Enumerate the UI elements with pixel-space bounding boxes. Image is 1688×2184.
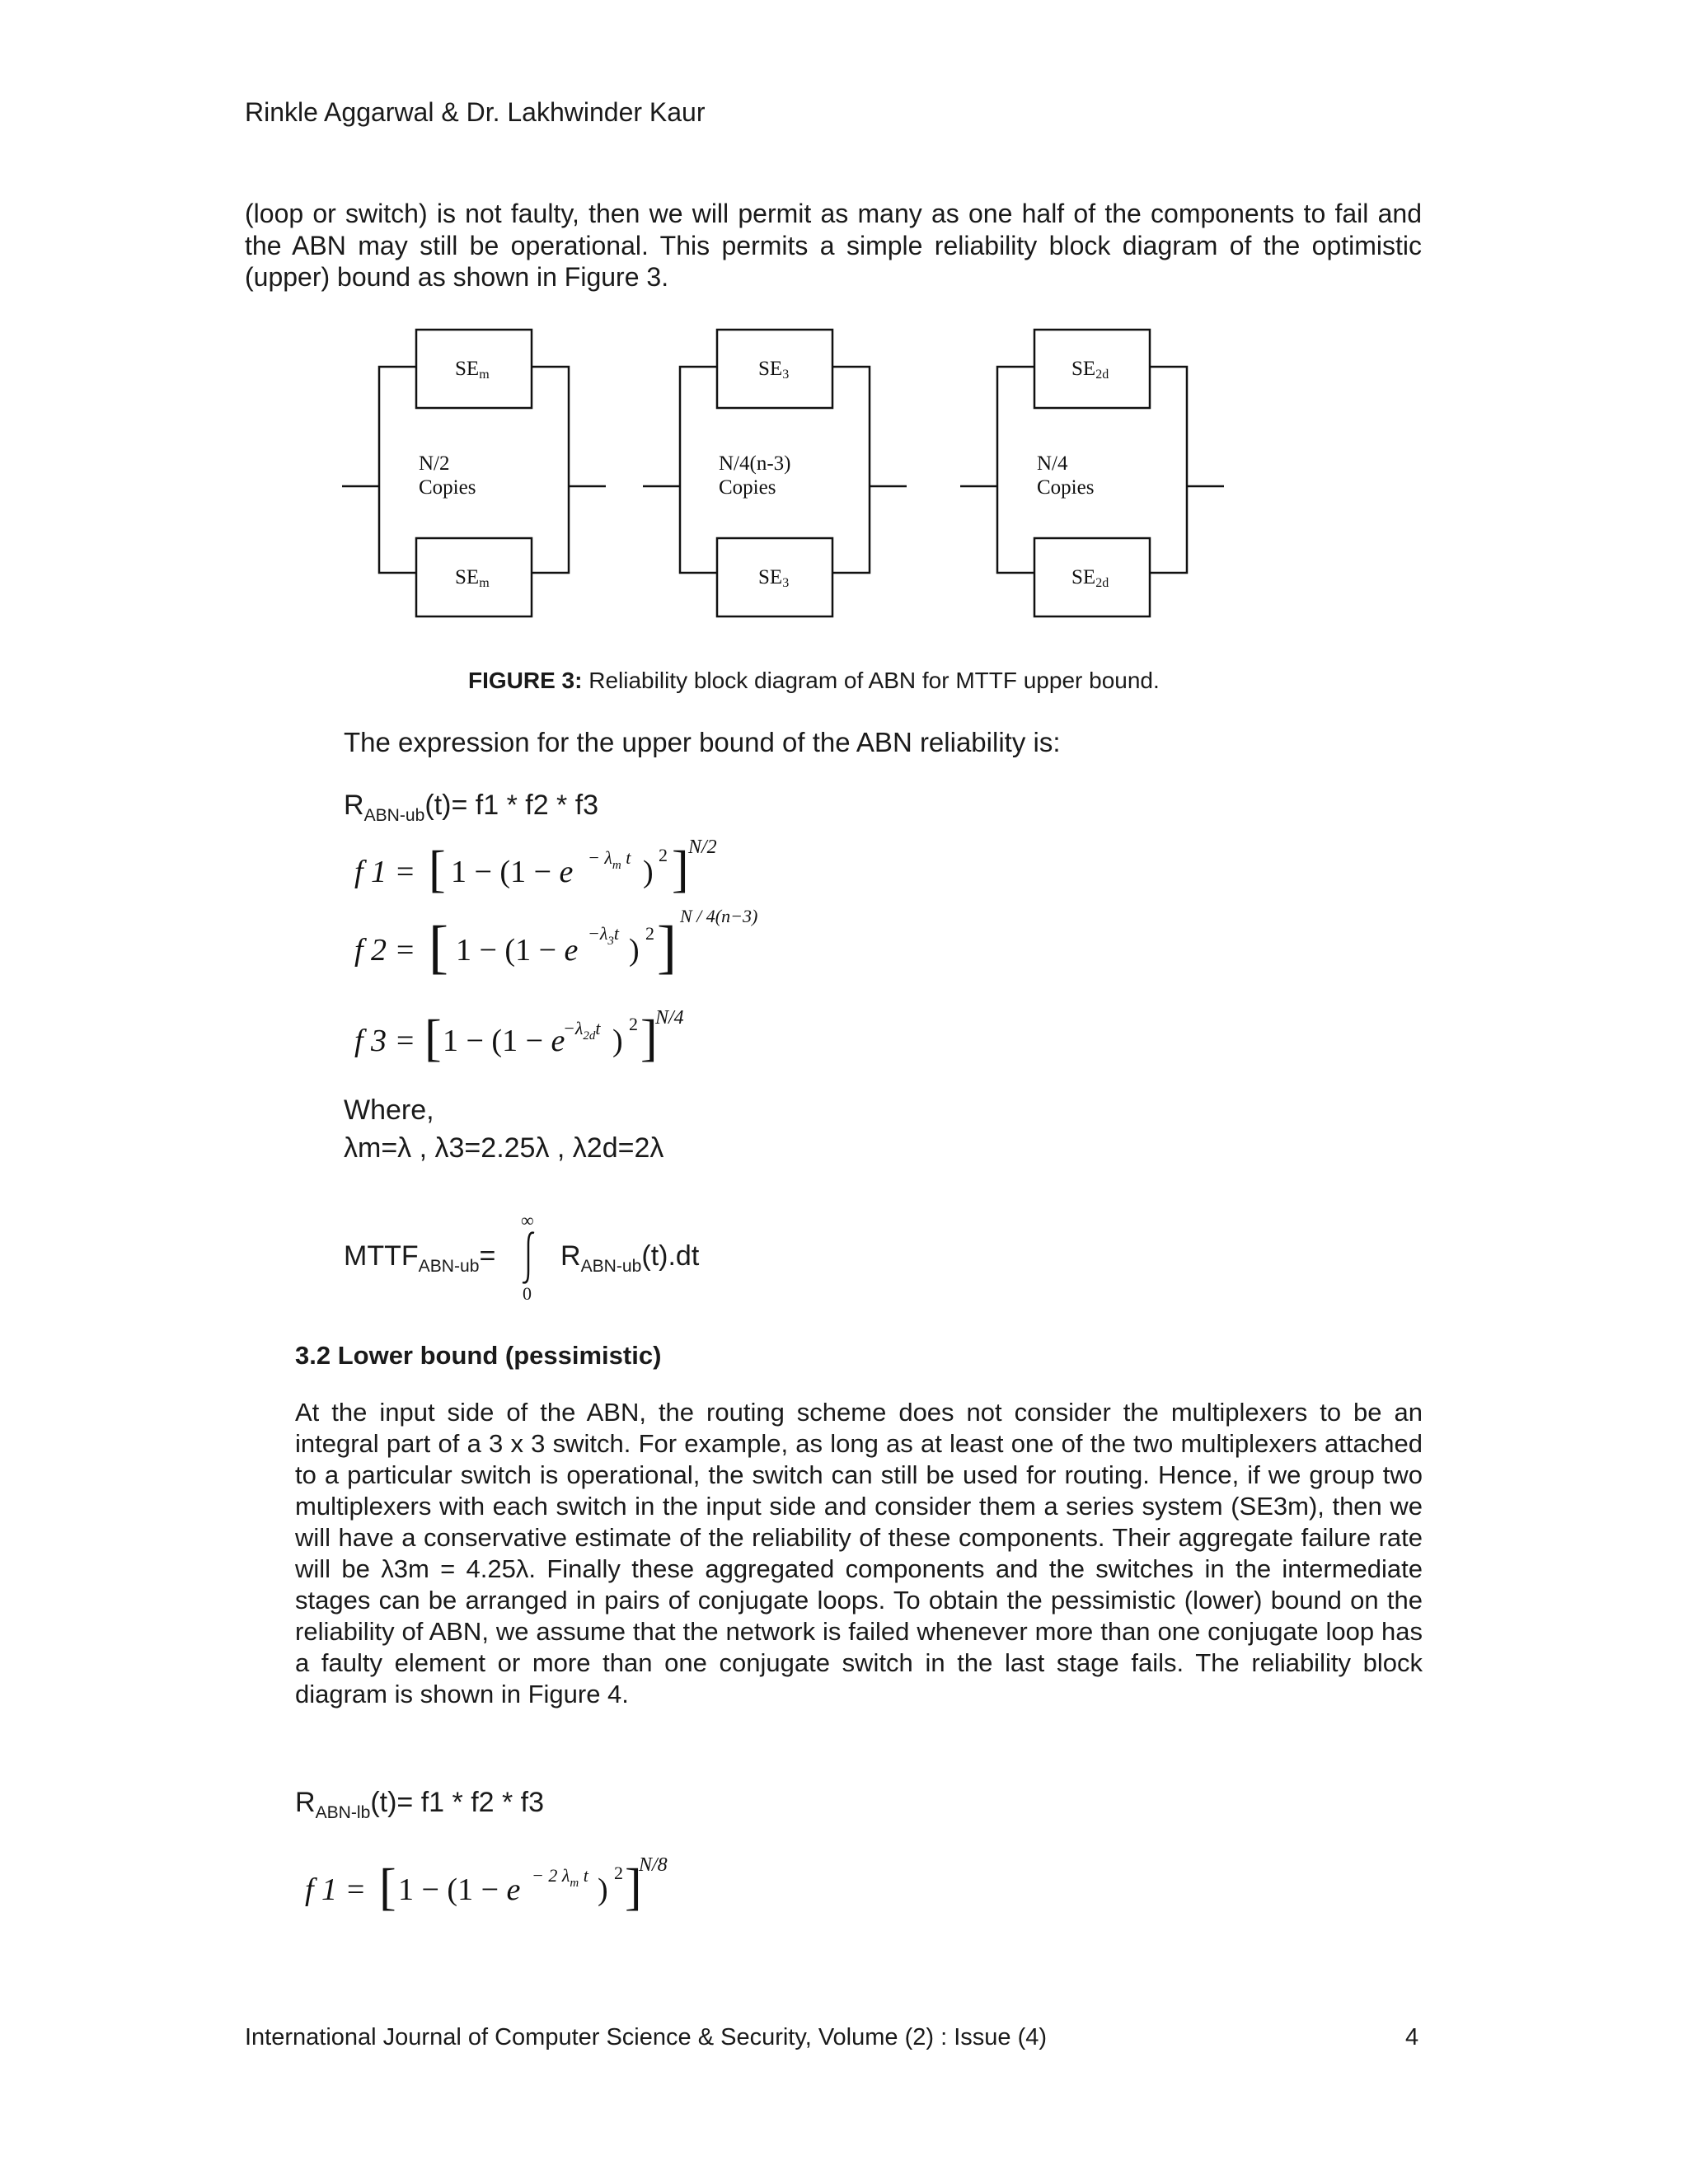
bracket-close: ]: [657, 914, 677, 980]
f3-exp: $-\lambda_{2d}t$: [563, 1018, 601, 1043]
f3-square: 2: [629, 1014, 638, 1034]
integral-upper-limit: ∞: [521, 1210, 534, 1230]
r-symbol: R: [344, 790, 364, 821]
f3-close: ): [612, 1024, 623, 1058]
r-abn-lb-equation: [295, 1787, 544, 1823]
block3-bottom-label: SE2d: [1071, 566, 1109, 590]
f1-close: ): [643, 855, 654, 889]
integrand-subscript: ABN-ub: [580, 1256, 642, 1276]
integrand-symbol: R: [560, 1240, 581, 1272]
block1-top-label: SEm: [455, 358, 490, 382]
section-heading: 3.2 Lower bound (pessimistic): [295, 1341, 662, 1370]
f1-square: 2: [659, 845, 668, 865]
reliability-block-diagram: [330, 317, 1286, 639]
running-head: Rinkle Aggarwal & Dr. Lakhwinder Kaur: [245, 97, 706, 127]
f3-upper-equation: [350, 989, 746, 1071]
bracket-open: [: [379, 1859, 396, 1915]
f1-exp: − $\lambda_m$ t: [588, 847, 631, 872]
page-number: 4: [1405, 2024, 1419, 2050]
block2-top-label: SE3: [758, 358, 790, 382]
block3-top-label: SE2d: [1071, 358, 1109, 382]
block1-copies-count: N/2: [419, 452, 450, 475]
r-lb-symbol: R: [295, 1787, 316, 1818]
footer-journal: International Journal of Computer Science & Security, Volume (2) : Issue (4): [245, 2024, 1048, 2050]
f1-lower-equation: [301, 1846, 729, 1920]
mttf-label: [344, 1240, 495, 1277]
f2-lhs: f 2 =: [354, 933, 416, 968]
f2-exp: $-\lambda_3t$: [588, 923, 619, 948]
f1-upper-equation: [350, 828, 779, 902]
bracket-close: ]: [640, 1010, 658, 1066]
f1-lhs: f 1 =: [354, 855, 416, 889]
block1-bottom-label: SEm: [455, 566, 490, 590]
r-lb-product: (t)= f1 * f2 * f3: [370, 1787, 545, 1818]
mttf-symbol: MTTF: [344, 1240, 419, 1272]
intro-paragraph: [245, 198, 1422, 293]
mttf-equals: =: [479, 1240, 496, 1272]
f1-outer-exponent: N/2: [688, 837, 717, 858]
where-label: Where,: [344, 1094, 434, 1126]
r-subscript: ABN-ub: [363, 805, 425, 825]
r-product: (t)= f1 * f2 * f3: [424, 790, 599, 821]
lambda-definitions: λm=λ , λ3=2.25λ , λ2d=2λ: [344, 1132, 664, 1164]
f2-square: 2: [645, 923, 654, 944]
f2-body: 1 − (1 − e: [456, 933, 579, 968]
f1-lb-lhs: f 1 =: [305, 1872, 367, 1907]
bracket-open: [: [429, 914, 448, 980]
f1-lb-close: ): [598, 1872, 608, 1907]
lower-bound-paragraph: [295, 1397, 1423, 1710]
f2-outer-exponent: N / 4(n−3): [680, 906, 758, 926]
integral-lower-limit: 0: [523, 1283, 532, 1304]
f3-lhs: f 3 =: [354, 1024, 416, 1058]
bracket-open: [: [429, 841, 446, 898]
mttf-integrand: [560, 1240, 699, 1277]
r-lb-subscript: ABN-lb: [315, 1802, 371, 1822]
lower-bound-text: At the input side of the ABN, the routing scheme does not consider the multiplexers to be an integral part of a 3 x 3 switch. For example, as long as at least one of the two multiplexers attached to a particular switch is operational, the switch can still be used for routing. Hence, if we group two multiplexers with each switch in the input side and consider them a series system (SE3m), then we will have a conservative estimate of the reliability of these components. Their aggregate failure rate will be λ3m = 4.25λ. Finally these aggregated components and the switches in the intermediate stages can be arranged in pairs of conjugate loops. To obtain the pessimistic (lower) bound on the reliability of ABN, we assume that the network is failed whenever more than one conjugate loop has a faulty element or more than one conjugate switch in the last stage fails. The reliability block diagram is shown in Figure 4.: [295, 1398, 1423, 1708]
f1-lb-body: 1 − (1 − e: [398, 1872, 521, 1907]
integral-sign-icon: [518, 1230, 542, 1286]
bracket-close: ]: [672, 841, 689, 898]
f2-close: ): [629, 933, 640, 968]
f2-upper-equation: [350, 902, 812, 993]
figure-caption-label: FIGURE 3:: [468, 668, 583, 693]
bracket-close: ]: [625, 1859, 642, 1915]
bracket-open: [: [424, 1010, 442, 1066]
f1-body: 1 − (1 − e: [451, 855, 574, 889]
intro-text: (loop or switch) is not faulty, then we will permit as many as one half of the components to fail and the ABN may still be operational. This permits a simple reliability block diagram of the optimistic (upper) bound as shown in Figure 3.: [245, 199, 1422, 292]
f1-lb-exp: − 2 $\lambda_m$ t: [532, 1865, 588, 1890]
integrand-rest: (t).dt: [641, 1240, 700, 1272]
figure-caption: [468, 668, 1160, 694]
block2-bottom-label: SE3: [758, 566, 790, 590]
f3-outer-exponent: N/4: [655, 1007, 684, 1029]
mttf-subscript: ABN-ub: [418, 1256, 480, 1276]
f1-lb-outer-exponent: N/8: [639, 1854, 668, 1876]
block3-copies-label: Copies: [1037, 476, 1095, 499]
f3-body: 1 − (1 − e: [443, 1024, 565, 1058]
r-abn-ub-equation: [344, 790, 598, 826]
f1-lb-square: 2: [614, 1863, 623, 1883]
block3-copies-count: N/4: [1037, 452, 1068, 475]
block1-copies-label: Copies: [419, 476, 476, 499]
block2-copies-count: N/4(n-3): [719, 452, 791, 475]
upper-bound-intro: The expression for the upper bound of the ABN reliability is:: [344, 727, 1061, 757]
block2-copies-label: Copies: [719, 476, 776, 499]
figure-caption-text: Reliability block diagram of ABN for MTTF upper bound.: [582, 668, 1160, 693]
